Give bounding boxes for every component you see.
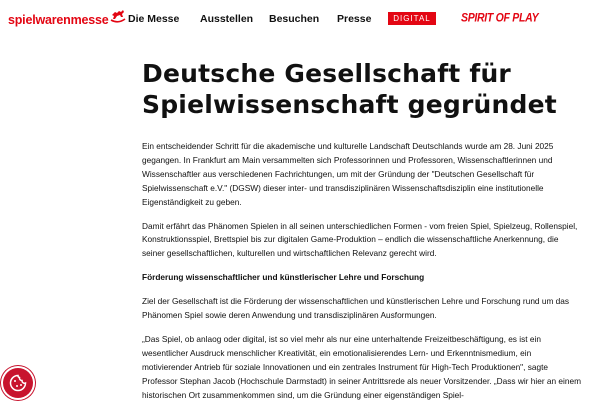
nav-item-presse[interactable]: Presse bbox=[337, 13, 372, 25]
logo-text: spielwarenmesse bbox=[8, 12, 109, 27]
cookie-settings-button[interactable] bbox=[3, 368, 33, 398]
nav-item-spirit-of-play[interactable]: SPIRIT OF PLAY bbox=[461, 11, 539, 25]
article-subheading: Förderung wissenschaftlicher und künstlerischer Lehre und Forschung bbox=[142, 272, 425, 283]
cookie-icon bbox=[9, 374, 27, 392]
article-paragraph: Damit erfährt das Phänomen Spielen in all seinen unterschiedlichen Formen - vom freien Spiel, Spielzeug, Rollenspiel, Konstruktionsspiel, Brettspiel bis zur digitalen Game-Produktion – endlich die wissenschaftliche Anerkennung, die seiner gesellschaftlichen, kulturellen und wirtschaftlichen Relevanz gerecht wird. bbox=[142, 220, 578, 259]
page-title: Deutsche Gesellschaft für Spielwissenschaft gegründet bbox=[142, 59, 557, 119]
article-body bbox=[142, 140, 582, 413]
nav-item-besuchen[interactable]: Besuchen bbox=[269, 13, 320, 25]
nav-item-digital[interactable]: DIGITAL bbox=[388, 12, 436, 25]
article-paragraph: „Das Spiel, ob anlaog oder digital, ist so viel mehr als nur eine unterhaltende Freizeitbeschäftigung, es ist ein wesentlicher Ausdruck menschlicher Kreativität, ein emotionalisierendes Lern- und Erkenntnismedium, ein motivierender Antrieb für soziale Innovationen und ein zentrales Instrument für High-Tech Produktionen", sagte Professor Stephan Jacob (Hochschule Darmstadt) in seiner Antrittsrede als neuer Vorsitzender. „Dass wir hier an einem historischen Ort zusammenkommen sind, um die Gründung einer eigenständigen Spiel- bbox=[142, 333, 582, 400]
top-navigation-bar bbox=[0, 0, 600, 38]
nav-item-ausstellen[interactable]: Ausstellen bbox=[200, 13, 254, 25]
article-paragraph: Ziel der Gesellschaft ist die Förderung der wissenschaftlichen und künstlerischen Lehre und Forschung rund um das Phänomen Spiel sowie deren Anwendung und transdisziplinären Ausformungen. bbox=[142, 296, 570, 321]
nav-item-die-messe[interactable]: Die Messe bbox=[128, 13, 180, 25]
article-paragraph: Ein entscheidender Schritt für die akademische und kulturelle Landschaft Deutschlands wurde am 28. Juni 2025 gegangen. In Frankfurt am Main versammelten sich Professorinnen und Professoren, Wissenschaftlerinnen und Wissenschaftler aus verschiedenen Fachrichtungen, um mit der Gründung der "Deutschen Gesellschaft für Spielwissenschaft e.V." (DGSW) dieser inter- und transdisziplinären Wissenschaftsdisziplin eine institutionelle Eigenständigkeit zu geben. bbox=[142, 141, 554, 207]
article-header bbox=[142, 58, 582, 120]
